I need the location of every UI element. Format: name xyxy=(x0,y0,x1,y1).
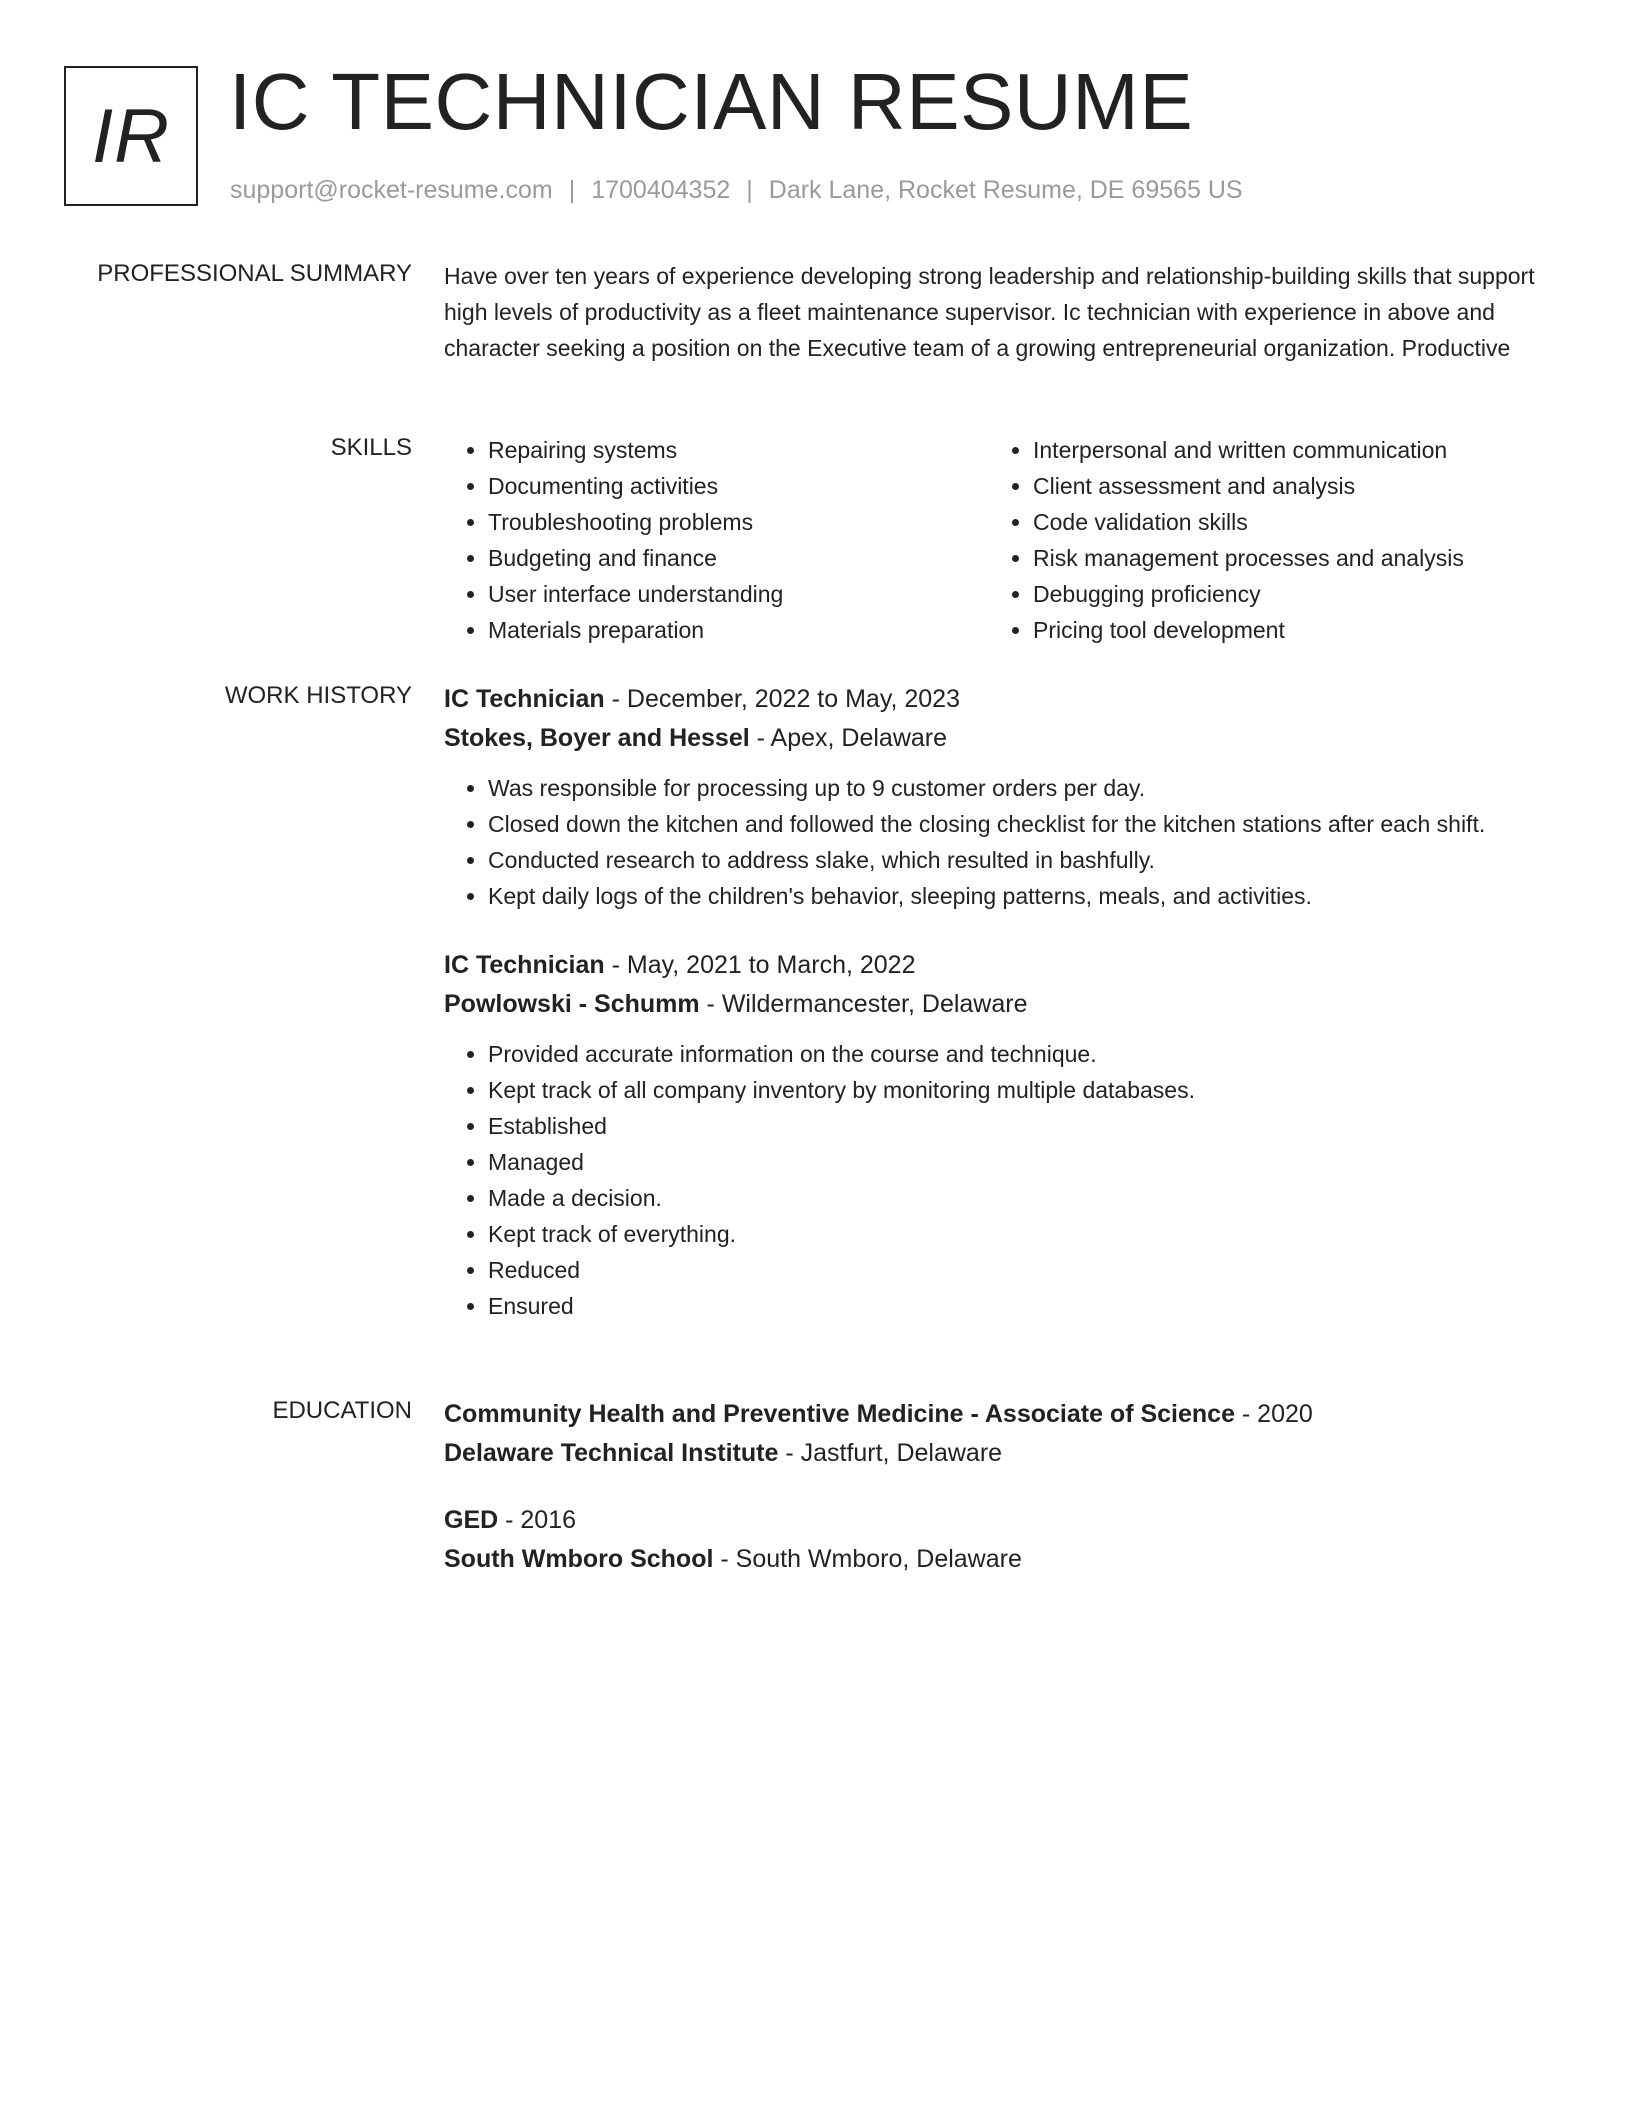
education-degree: GED xyxy=(444,1506,499,1534)
education-entry xyxy=(444,1501,1554,1579)
skill-item: • Repairing systems xyxy=(488,432,989,468)
education-body xyxy=(444,1395,1554,1607)
job-duty: • Managed xyxy=(488,1144,1554,1180)
job-company-line xyxy=(444,985,1554,1024)
contact-line xyxy=(230,174,1243,206)
job-company-line xyxy=(444,719,1554,758)
job-duty: • Reduced xyxy=(488,1252,1554,1288)
monogram-logo: IR xyxy=(64,66,198,206)
job-duty: • Conducted research to address slake, which resulted in bashfully. xyxy=(488,842,1554,878)
skill-item: • Debugging proficiency xyxy=(1033,576,1534,612)
job-entry xyxy=(444,946,1554,1324)
resume-title: IC TECHNICIAN RESUME xyxy=(229,57,1194,146)
skill-item: • User interface understanding xyxy=(488,576,989,612)
job-company: Powlowski - Schumm xyxy=(444,990,700,1018)
contact-email: support@rocket-resume.com xyxy=(230,176,553,204)
education-location: - Jastfurt, Delaware xyxy=(778,1439,1003,1467)
education-degree: Community Health and Preventive Medicine - Associate of Science xyxy=(444,1400,1235,1428)
education-heading: EDUCATION xyxy=(272,1397,412,1424)
skill-item: • Code validation skills xyxy=(1033,504,1534,540)
skill-item: • Client assessment and analysis xyxy=(1033,468,1534,504)
job-location: - Apex, Delaware xyxy=(749,724,948,752)
job-dates: - December, 2022 to May, 2023 xyxy=(604,685,960,713)
job-duty: • Kept track of all company inventory by monitoring multiple databases. xyxy=(488,1072,1554,1108)
skill-item: • Troubleshooting problems xyxy=(488,504,989,540)
education-school: South Wmboro School xyxy=(444,1545,714,1573)
skills-list-right xyxy=(989,432,1534,648)
job-entry xyxy=(444,680,1554,914)
summary-text: Have over ten years of experience developing strong leadership and relationship-building skills that support high levels of productivity as a fleet maintenance supervisor. Ic technician with experience in above and character seeking a position on the Executive team of a growing entrepreneurial organization. Productive xyxy=(444,263,1535,361)
summary-body xyxy=(444,258,1554,366)
skills-columns xyxy=(444,432,1554,648)
contact-separator: | xyxy=(746,176,753,204)
skills-body xyxy=(444,432,1554,648)
education-year: - 2020 xyxy=(1234,1400,1313,1428)
contact-address: Dark Lane, Rocket Resume, DE 69565 US xyxy=(768,176,1243,204)
job-company: Stokes, Boyer and Hessel xyxy=(444,724,750,752)
job-duty: • Provided accurate information on the course and technique. xyxy=(488,1036,1554,1072)
education-degree-line xyxy=(444,1501,1554,1540)
job-duty: • Made a decision. xyxy=(488,1180,1554,1216)
job-duty: • Kept daily logs of the children's behavior, sleeping patterns, meals, and activities. xyxy=(488,878,1554,914)
contact-separator: | xyxy=(568,176,576,204)
job-duty: • Established xyxy=(488,1108,1554,1144)
skills-list-left xyxy=(444,432,989,648)
skill-item: • Documenting activities xyxy=(488,468,989,504)
skill-item: • Interpersonal and written communication xyxy=(1033,432,1534,468)
education-school-line xyxy=(444,1434,1554,1473)
education-location: - South Wmboro, Delaware xyxy=(713,1545,1022,1573)
job-location: - Wildermancester, Delaware xyxy=(699,990,1028,1018)
education-entry xyxy=(444,1395,1554,1473)
summary-heading: PROFESSIONAL SUMMARY xyxy=(97,260,412,287)
job-duty: • Ensured xyxy=(488,1288,1554,1324)
skill-item: • Materials preparation xyxy=(488,612,989,648)
job-title: IC Technician xyxy=(444,685,605,713)
contact-phone: 1700404352 xyxy=(591,176,731,204)
work-history-heading: WORK HISTORY xyxy=(224,682,412,709)
job-dates: - May, 2021 to March, 2022 xyxy=(604,951,916,979)
job-duties-list xyxy=(444,770,1554,914)
job-title: IC Technician xyxy=(444,951,605,979)
education-year: - 2016 xyxy=(498,1506,577,1534)
job-duty: • Closed down the kitchen and followed the closing checklist for the kitchen stations after each shift. xyxy=(488,806,1554,842)
skill-item: • Pricing tool development xyxy=(1033,612,1534,648)
education-school-line xyxy=(444,1540,1554,1579)
job-title-line xyxy=(444,946,1554,985)
skill-item: • Budgeting and finance xyxy=(488,540,989,576)
job-duties-list xyxy=(444,1036,1554,1324)
education-degree-line xyxy=(444,1395,1554,1434)
skill-item: • Risk management processes and analysis xyxy=(1033,540,1534,576)
work-history-body xyxy=(444,680,1554,1356)
job-duty: • Was responsible for processing up to 9 customer orders per day. xyxy=(488,770,1554,806)
job-duty: • Kept track of everything. xyxy=(488,1216,1554,1252)
education-school: Delaware Technical Institute xyxy=(444,1439,779,1467)
job-title-line xyxy=(444,680,1554,719)
skills-heading: SKILLS xyxy=(330,434,412,461)
